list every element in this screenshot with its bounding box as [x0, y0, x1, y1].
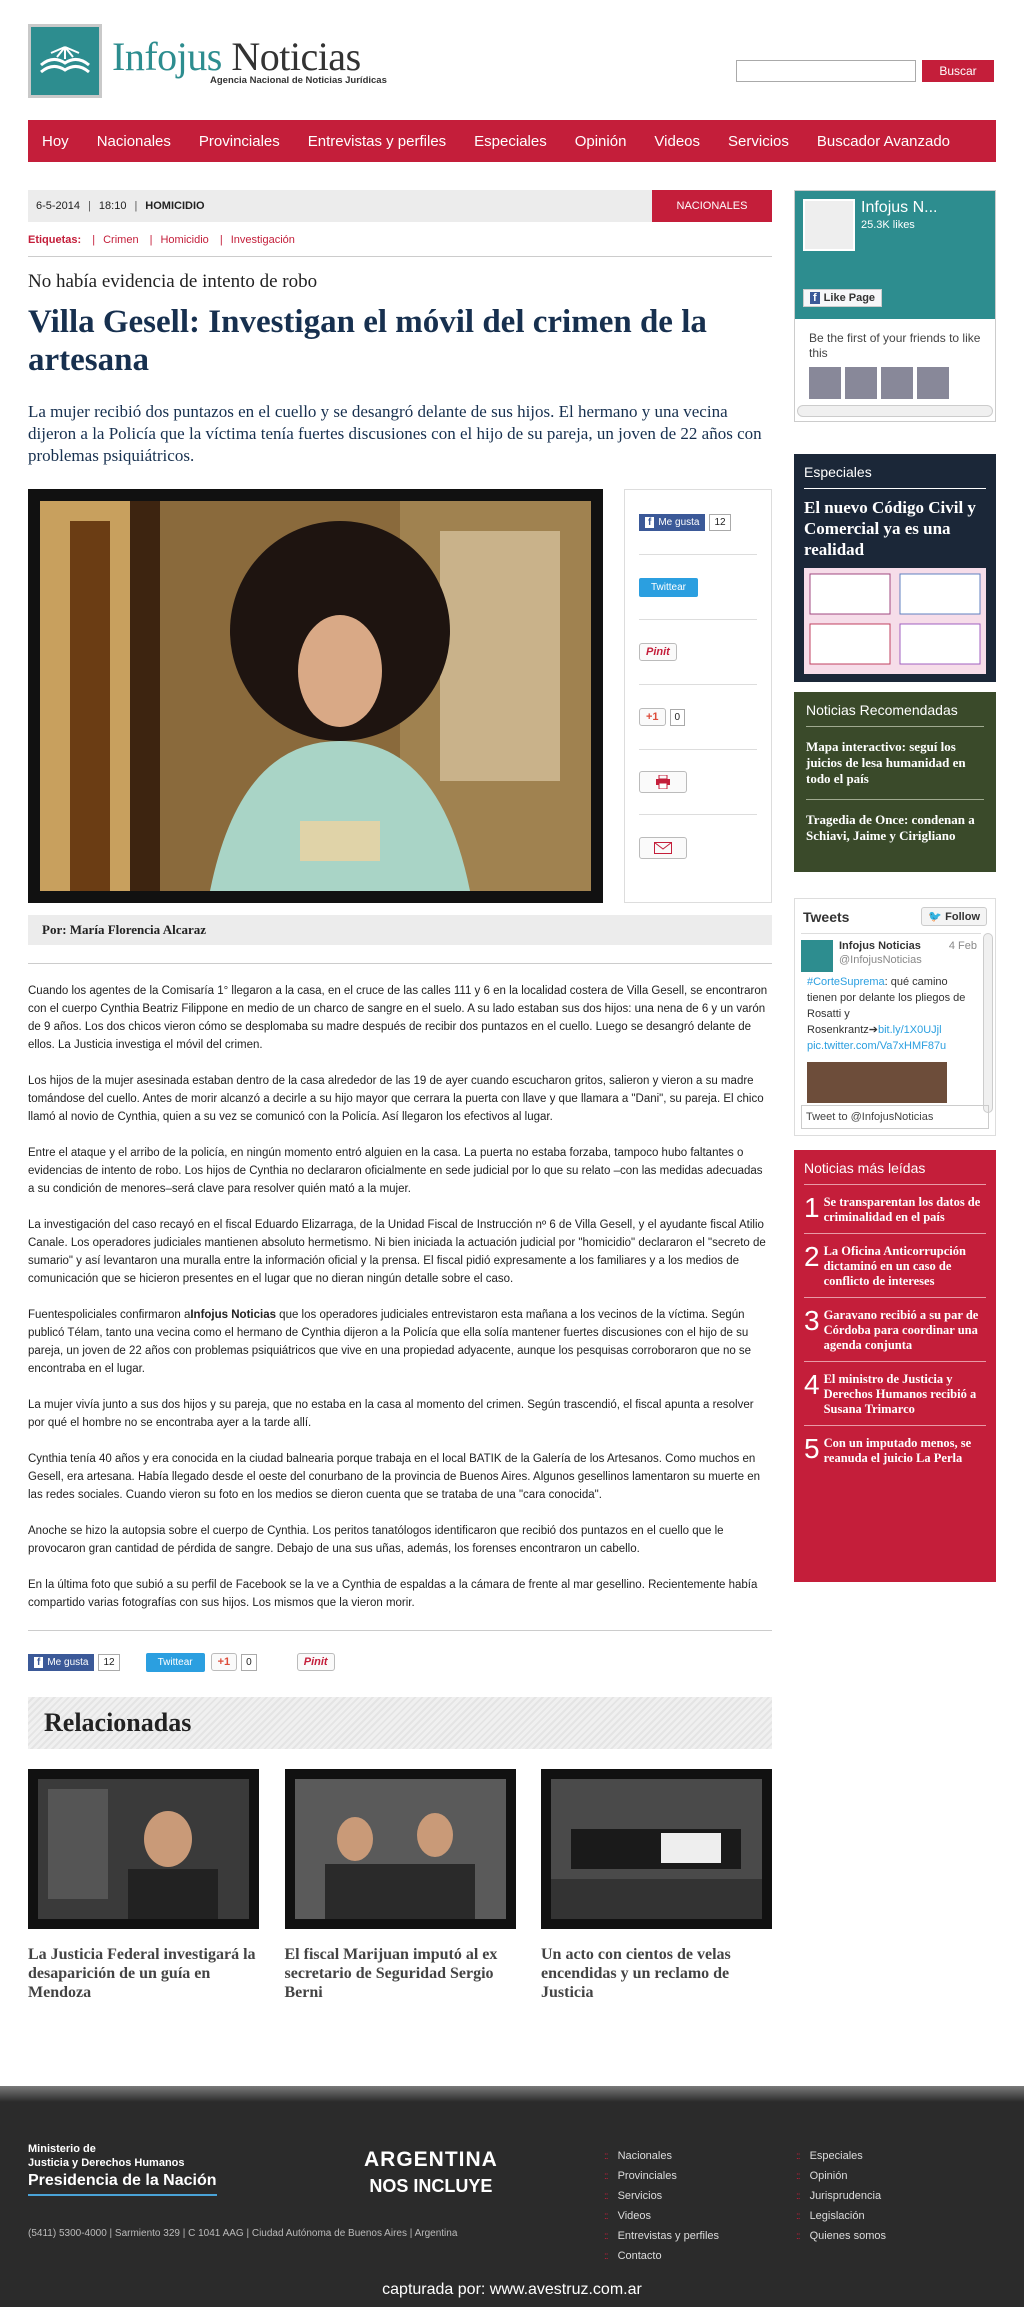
footer-address: (5411) 5300-4000 | Sarmiento 329 | C 1041 AAG | Ciudad Autónoma de Buenos Aires | Argentina: [28, 2228, 458, 2239]
google-plus-count: 0: [670, 709, 686, 726]
recommended-item[interactable]: Mapa interactivo: seguí los juicios de lesa humanidad en todo el país: [806, 739, 966, 786]
nav-entrevistas[interactable]: Entrevistas y perfiles: [307, 132, 447, 150]
tweet-timeline: [801, 933, 981, 1103]
paragraph: Fuentespoliciales confirmaron aInfojus Noticias que los operadores judiciales entrevistaron esta mañana a los vecinos de la víctima. Según publicó Télam, tanto una vecina como el hermano de Cynthia dijeron a la Policía que ella solía mantener fuertes discusiones con el hijo de su pareja, un joven de 22 años con problemas psiquiátricos que vive en una propiedad adyacente, aunque los pesquisas corroboraron que no se encontraba en el lugar.: [28, 1309, 752, 1375]
article-body: [28, 982, 772, 1612]
tweets-heading: Tweets: [803, 909, 850, 925]
printer-icon: [655, 775, 671, 789]
main-nav: [28, 120, 996, 162]
paragraph: La investigación del caso recayó en el fiscal Eduardo Elizarraga, de la Unidad Fiscal de Instrucción nº 6 de Villa Gesell, y el ayudante fiscal Atilio Canale. Los operadores judiciales mantienen absoluto hermetismo. Ni bien iniciada la actuación judicial por "homicidio" declararon el "secreto de sumario" y así levantaron una muralla entre la información oficial y la prensa. El fiscal pidió expresamente a los familiares y a los medios de comunicación que se hicieron presentes en el lugar que no dieran ningún detalle sobre el caso.: [28, 1219, 766, 1285]
horizontal-scrollbar[interactable]: [797, 405, 993, 417]
logo-infojus: Infojus: [112, 33, 222, 79]
twitter-bird-icon: 🐦: [928, 911, 943, 923]
tweet-link[interactable]: bit.ly/1X0UJjl: [877, 1024, 942, 1036]
nav-servicios[interactable]: Servicios: [728, 132, 789, 150]
footer-link[interactable]: :: Opinión: [796, 2170, 848, 2182]
related-heading: Relacionadas: [28, 1697, 772, 1749]
avatar[interactable]: [801, 940, 833, 972]
tweet-date[interactable]: 4 Feb: [948, 940, 977, 952]
paragraph: La mujer vivía junto a sus dos hijos y su pareja, que no estaba en la casa al momento del crimen. Según trascendió, el fiscal apunta a resolver por qué el hombre no se encontraba ayer a la tarde allí.: [28, 1399, 754, 1429]
search-input[interactable]: [736, 60, 916, 82]
article-date: 6-5-2014: [36, 200, 81, 212]
vertical-scrollbar[interactable]: [983, 933, 993, 1113]
argentina-logo: ARGENTINA NOS INCLUYE: [364, 2148, 498, 2196]
tweet-hashtag[interactable]: #CorteSuprema: [807, 976, 885, 988]
footer-link[interactable]: :: Quienes somos: [796, 2230, 886, 2242]
most-read-item[interactable]: 5 Con un imputado menos, se reanuda el juicio La Perla: [804, 1433, 972, 1465]
facebook-page-thumbnail[interactable]: [803, 199, 855, 251]
facebook-like-button[interactable]: f Me gusta: [28, 1654, 94, 1671]
tweet-link[interactable]: pic.twitter.com/Va7xHMF87u: [807, 1040, 947, 1052]
footer-link[interactable]: :: Videos: [604, 2210, 651, 2222]
footer-link[interactable]: :: Contacto: [604, 2250, 662, 2262]
capture-credit: capturada por: www.avestruz.com.ar: [382, 2281, 642, 2298]
book-icon: [28, 24, 102, 98]
site-footer: [0, 2086, 1024, 2307]
facebook-like-count: 12: [709, 514, 730, 531]
facebook-like-button[interactable]: f Me gusta: [639, 514, 705, 531]
google-plus-button[interactable]: +1: [639, 708, 666, 726]
article-section: HOMICIDIO: [145, 200, 205, 212]
paragraph: Anoche se hizo la autopsia sobre el cuerpo de Cynthia. Los peritos tanatólogos identificaron que recibió dos puntazos en el cuello que le provocaron gran cantidad de pérdida de sangre. Debajo de una sus uñas, además, los forenses encontraron un cabello.: [28, 1525, 724, 1555]
nav-opinion[interactable]: Opinión: [574, 132, 627, 150]
paragraph: Cynthia tenía 40 años y era conocida en la ciudad balnearia porque trabaja en el local BATIK de la Galería de los Artesanos. Como muchos en Gesell, era artesana. Había llegado desde el oeste del conurbano de la provincia de Buenos Aires. Algunos gesellinos lamentaron su muerte en las redes sociales. Cuando vieron su foto en los medios se dieron cuenta que se trataba de una "cara conocida".: [28, 1453, 760, 1501]
site-header: [0, 0, 1024, 120]
facebook-likes: 25.3K likes: [861, 219, 915, 231]
twitter-follow-button[interactable]: 🐦 Follow: [921, 907, 987, 926]
paragraph: En la última foto que subió a su perfil de Facebook se la ve a Cynthia de espaldas a la cámara de frente al mar gesellino. Recientemente había compartido varias fotografías con sus hijos. Los mismos que la vieron morir.: [28, 1579, 758, 1609]
footer-link[interactable]: :: Legislación: [796, 2210, 865, 2222]
most-read-heading: Noticias más leídas: [804, 1160, 926, 1176]
facebook-like-page-button[interactable]: f Like Page: [803, 289, 882, 307]
facebook-icon: f: [810, 292, 820, 304]
facebook-friends-text: Be the first of your friends to like this: [809, 331, 981, 360]
recommended-heading: Noticias Recomendadas: [806, 702, 958, 718]
related-title[interactable]: El fiscal Marijuan imputó al ex secretario de Seguridad Sergio Berni: [284, 1946, 498, 2001]
facebook-cover: [795, 191, 995, 319]
nav-videos[interactable]: Videos: [654, 132, 701, 150]
share-column: [624, 489, 772, 903]
related-list: [28, 1769, 772, 2002]
related-image[interactable]: [285, 1769, 516, 1929]
most-read-box: [794, 1150, 996, 1582]
ministry-logo[interactable]: Ministerio de Justicia y Derechos Humanos Presidencia de la Nación: [28, 2142, 217, 2196]
article-column: [28, 190, 772, 2002]
nav-nacionales[interactable]: Nacionales: [96, 132, 171, 150]
envelope-icon: [654, 842, 672, 854]
article-photo: [28, 489, 603, 903]
related-image[interactable]: [541, 1769, 772, 1929]
related-image[interactable]: [28, 1769, 259, 1929]
email-button[interactable]: [639, 837, 687, 859]
related-item[interactable]: [285, 1769, 516, 2002]
tag-crimen[interactable]: Crimen: [103, 234, 139, 246]
facebook-page-widget: [794, 190, 996, 422]
tags-label: Etiquetas:: [28, 234, 82, 246]
search-form: [736, 60, 994, 82]
related-title[interactable]: Un acto con cientos de velas encendidas y un reclamo de Justicia: [541, 1946, 731, 2001]
google-plus-button[interactable]: +1: [211, 1653, 238, 1671]
article-byline: Por: María Florencia Alcaraz: [28, 915, 772, 945]
recommended-item[interactable]: Tragedia de Once: condenan a Schiavi, Jaime y Cirigliano: [806, 812, 975, 843]
most-read-item[interactable]: 3 Garavano recibió a su par de Córdoba para coordinar una agenda conjunta: [804, 1305, 979, 1352]
most-read-item[interactable]: 4 El ministro de Justicia y Derechos Humanos recibió a Susana Trimarco: [804, 1369, 977, 1416]
pinterest-button[interactable]: Pinit: [297, 1653, 335, 1671]
nav-especiales[interactable]: Especiales: [474, 132, 547, 150]
twitter-share-button[interactable]: Twittear: [639, 578, 698, 597]
bottom-share-row: [28, 1651, 772, 1673]
footer-links-col2: [796, 2146, 886, 2246]
article-time: 18:10: [98, 200, 127, 212]
logo-noticias: Noticias: [231, 33, 361, 79]
tweet-image[interactable]: [807, 1062, 947, 1103]
footer-link[interactable]: :: Especiales: [796, 2150, 863, 2162]
logo-subtitle: Agencia Nacional de Noticias Jurídicas: [210, 74, 387, 86]
paragraph: Los hijos de la mujer asesinada estaban dentro de la casa alrededor de las 19 de ayer cuando escucharon gritos, salieron y vieron a su madre tomándose del cuello. Antes de morir alcanzó a decirle a su hijo mayor que cerrara la puerta con llave y que llamara a "Dani", su pareja. El chico llamó al novio de Cynthia, quien a su vez se comunicó con la Policía. Así llegaron los efectivos al lugar.: [28, 1075, 764, 1123]
footer-links-col1: [604, 2146, 719, 2266]
article-headline: Villa Gesell: Investigan el móvil del crimen de la artesana: [28, 304, 707, 378]
google-plus-count: 0: [241, 1654, 257, 1671]
category-badge[interactable]: NACIONALES: [652, 190, 772, 222]
recommended-box: [794, 692, 996, 872]
footer-link[interactable]: :: Entrevistas y perfiles: [604, 2230, 720, 2242]
facebook-like-count: 12: [98, 1654, 119, 1671]
tweet-author[interactable]: Infojus Noticias: [839, 940, 921, 952]
tweet-text: #CorteSuprema: qué camino tienen por delante los pliegos de Rosatti y Rosenkrantz➔bit.ly/1X0UJjl pic.twitter.com/Va7xHMF87u: [807, 976, 966, 1052]
nav-buscador-avanzado[interactable]: Buscador Avanzado: [816, 132, 951, 150]
footer-link[interactable]: :: Nacionales: [604, 2150, 672, 2162]
pinterest-button[interactable]: Pinit: [639, 643, 677, 661]
twitter-share-button[interactable]: Twittear: [146, 1653, 205, 1672]
most-read-item[interactable]: 1 Se transparentan los datos de criminalidad en el país: [804, 1192, 981, 1224]
related-item[interactable]: [541, 1769, 772, 2002]
most-read-item[interactable]: 2 La Oficina Anticorrupción dictaminó en un caso de conflicto de intereses: [804, 1241, 966, 1288]
footer-link[interactable]: :: Servicios: [604, 2190, 663, 2202]
search-button[interactable]: Buscar: [922, 60, 994, 82]
paragraph: Entre el ataque y el arribo de la policía, en ningún momento entró alguien en la casa. La puerta no estaba forzaba, tampoco hubo faltantes o evidencias de intento de robo. Los hijos de Cynthia no declararon oficialmente en sede judicial por lo que su relato –con las medidas adecuadas a su condición de menores–será clave para resolver quién mató a la mujer.: [28, 1147, 763, 1195]
footer-link[interactable]: :: Jurisprudencia: [796, 2190, 882, 2202]
print-button[interactable]: [639, 771, 687, 793]
avatar[interactable]: [881, 367, 913, 399]
nav-provinciales[interactable]: Provinciales: [198, 132, 280, 150]
nav-hoy[interactable]: Hoy: [42, 132, 69, 150]
twitter-widget: [794, 898, 996, 1136]
divider: [28, 256, 772, 257]
footer-link[interactable]: :: Provinciales: [604, 2170, 677, 2182]
avatar[interactable]: [809, 367, 841, 399]
avatar[interactable]: [845, 367, 877, 399]
related-item[interactable]: [28, 1769, 259, 2002]
sidebar: [794, 190, 996, 1582]
tweet-to-input[interactable]: Tweet to @InfojusNoticias: [801, 1105, 989, 1129]
facebook-icon: f: [645, 517, 654, 528]
tweet-handle[interactable]: @InfojusNoticias: [839, 954, 922, 966]
especiales-heading: Especiales: [804, 464, 872, 480]
article-lead: La mujer recibió dos puntazos en el cuello y se desangró delante de sus hijos. El hermano y una vecina dijeron a la Policía que la víctima tenía fuertes discusiones con el hijo de su pareja, un joven de 22 años con problemas psiquiátricos.: [28, 402, 762, 465]
paragraph: Cuando los agentes de la Comisaría 1° llegaron a la casa, en el cruce de las calles 111 y 6 en la localidad costera de Villa Gesell, se encontraron con el cuerpo Cynthia Beatriz Filippone en medio de un charco de sangre en el suelo. A su lado estaban sus dos hijos: una nena de 6 y un varón de 9 años. Los dos chicos vieron cómo se desplomaba su madre después de recibir dos puntazos en el cuello. Luego se desangró delante de ellos. La Justicia investiga el móvil del crimen.: [28, 985, 768, 1051]
tags-row: Etiquetas: | Crimen | Homicidio | Investigación: [28, 234, 295, 246]
related-title[interactable]: La Justicia Federal investigará la desaparición de un guía en Mendoza: [28, 1946, 256, 2001]
site-logo[interactable]: [28, 24, 387, 98]
facebook-faces: [795, 367, 995, 399]
facebook-page-name[interactable]: Infojus N...: [861, 199, 938, 216]
article-media: [28, 489, 772, 903]
article-kicker: No había evidencia de intento de robo: [28, 271, 318, 292]
avatar[interactable]: [917, 367, 949, 399]
tag-investigacion[interactable]: Investigación: [230, 234, 295, 246]
facebook-icon: f: [34, 1657, 43, 1668]
especiales-image[interactable]: [804, 568, 986, 674]
especiales-title[interactable]: El nuevo Código Civil y Comercial ya es una realidad: [804, 498, 976, 559]
especiales-box[interactable]: [794, 454, 996, 682]
tag-homicidio[interactable]: Homicidio: [160, 234, 209, 246]
article-meta-bar: 6-5-2014 | 18:10 | HOMICIDIO NACIONALES: [28, 190, 772, 222]
